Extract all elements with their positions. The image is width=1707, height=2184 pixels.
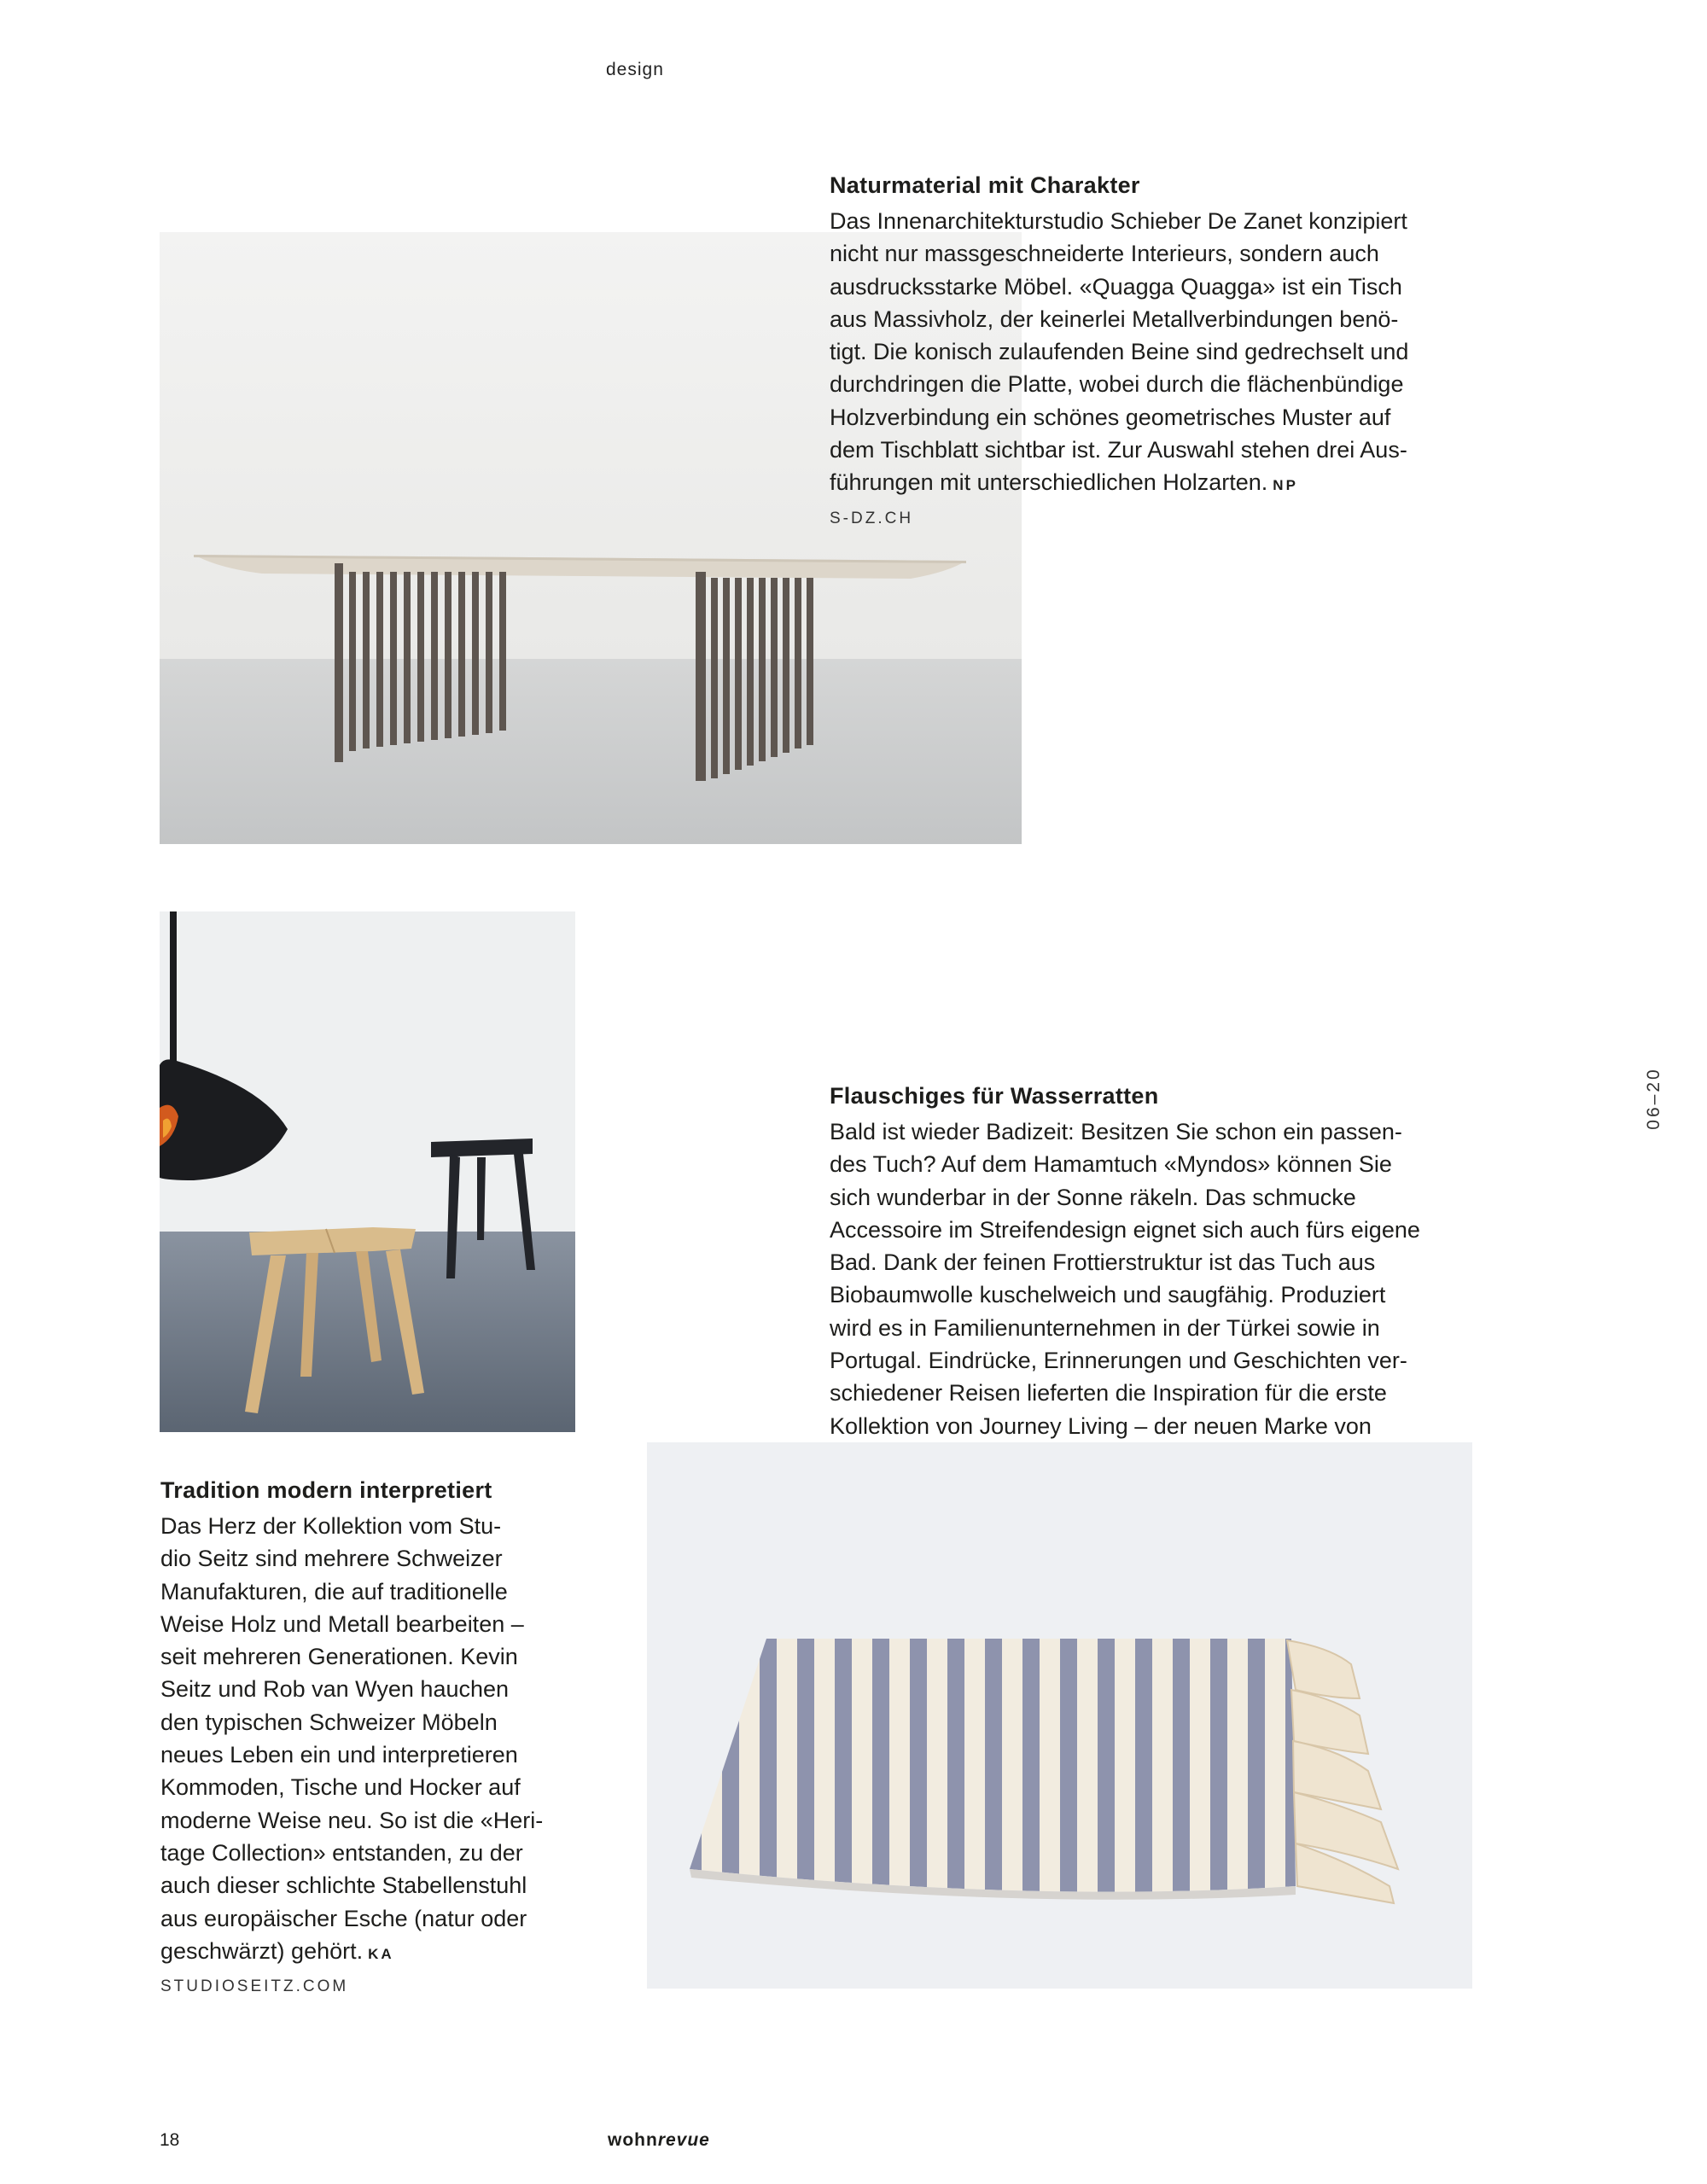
issue-indicator bbox=[1637, 1067, 1671, 1139]
body-line: Seitz und Rob van Wyen hauchen bbox=[160, 1676, 510, 1703]
body-line: seit mehreren Generationen. Kevin bbox=[160, 1644, 518, 1670]
magazine-name bbox=[608, 2130, 710, 2151]
author-initials: NP bbox=[1273, 477, 1298, 494]
stool-illustration bbox=[160, 911, 575, 1432]
body-line: dio Seitz sind mehrere Schweizer bbox=[160, 1546, 503, 1572]
stool-photo bbox=[160, 911, 575, 1432]
body-line: Bad. Dank der feinen Frottierstruktur ist das Tuch aus bbox=[830, 1249, 1376, 1276]
body-line: moderne Weise neu. So ist die «Heri- bbox=[160, 1807, 544, 1833]
body-line: ausdrucksstarke Möbel. «Quagga Quagga» ist ein Tisch bbox=[830, 273, 1402, 300]
body-text: führungen mit unterschiedlichen Holzarten. bbox=[830, 469, 1268, 496]
body-line: Holzverbindung ein schönes geometrisches Muster auf bbox=[830, 404, 1391, 430]
issue-text: 06–20 bbox=[1644, 1067, 1663, 1130]
body-line: Bald ist wieder Badizeit: Besitzen Sie schon ein passen- bbox=[830, 1119, 1402, 1144]
body-text: geschwärzt) gehört. bbox=[160, 1937, 364, 1964]
body-line: auch dieser schlichte Stabellenstuhl bbox=[160, 1872, 527, 1899]
body-line: Manufakturen, die auf traditionelle bbox=[160, 1578, 508, 1605]
article-title: Naturmaterial mit Charakter bbox=[830, 172, 1140, 198]
article-body bbox=[160, 1510, 604, 1971]
body-line: Biobaumwolle kuschelweich und saugfähig. Produziert bbox=[830, 1282, 1386, 1308]
body-line bbox=[830, 466, 1512, 502]
article-body bbox=[830, 205, 1512, 503]
body-line: sich wunderbar in der Sonne räkeln. Das schmucke bbox=[830, 1184, 1356, 1210]
body-line: Kollektion von Journey Living – der neuen Marke von bbox=[830, 1412, 1372, 1439]
body-line: Portugal. Eindrücke, Erinnerungen und Geschichten ver- bbox=[830, 1348, 1407, 1374]
body-line: Accessoire im Streifendesign eignet sich auch fürs eigene bbox=[830, 1216, 1420, 1243]
website-link[interactable]: S-DZ.CH bbox=[830, 509, 914, 527]
body-line: aus Massivholz, der keinerlei Metallverbindungen benö- bbox=[830, 306, 1399, 332]
body-line: Kommoden, Tische und Hocker auf bbox=[160, 1774, 521, 1801]
body-line: den typischen Schweizer Möbeln bbox=[160, 1709, 498, 1735]
body-line: schiedener Reisen lieferten die Inspiration für die erste bbox=[830, 1380, 1387, 1406]
towel-illustration bbox=[647, 1442, 1472, 1989]
body-line: tage Collection» entstanden, zu der bbox=[160, 1839, 523, 1866]
body-line: durchdringen die Platte, wobei durch die flächenbündige bbox=[830, 371, 1404, 398]
article-title: Tradition modern interpretiert bbox=[160, 1477, 492, 1503]
website-link[interactable]: STUDIOSEITZ.COM bbox=[160, 1977, 349, 1996]
body-line: Das Innenarchitekturstudio Schieber De Zanet konzipiert bbox=[830, 208, 1407, 234]
body-line: Weise Holz und Metall bearbeiten – bbox=[160, 1610, 524, 1637]
body-line: tigt. Die konisch zulaufenden Beine sind gedrechselt und bbox=[830, 339, 1409, 365]
section-label: design bbox=[606, 60, 664, 79]
page-number: 18 bbox=[160, 2130, 180, 2150]
body-line: dem Tischblatt sichtbar ist. Zur Auswahl stehen drei Aus- bbox=[830, 437, 1407, 463]
body-line: neues Leben ein und interpretieren bbox=[160, 1742, 518, 1768]
body-line: aus europäischer Esche (natur oder bbox=[160, 1905, 527, 1931]
towel-photo bbox=[647, 1442, 1472, 1989]
body-line: des Tuch? Auf dem Hamamtuch «Myndos» können Sie bbox=[830, 1151, 1392, 1178]
body-line: wird es in Familienunternehmen in der Türkei sowie in bbox=[830, 1314, 1380, 1341]
body-line: nicht nur massgeschneiderte Interieurs, sondern auch bbox=[830, 241, 1379, 267]
magazine-name-italic: revue bbox=[657, 2130, 710, 2150]
author-initials: KA bbox=[368, 1945, 394, 1962]
article-naturmaterial bbox=[830, 169, 1512, 528]
body-line bbox=[160, 1935, 604, 1971]
magazine-name-bold: wohn bbox=[608, 2130, 658, 2150]
body-line: Das Herz der Kollektion vom Stu- bbox=[160, 1513, 502, 1539]
article-title: Flauschiges für Wasserratten bbox=[830, 1083, 1159, 1109]
article-tradition bbox=[160, 1474, 604, 1996]
